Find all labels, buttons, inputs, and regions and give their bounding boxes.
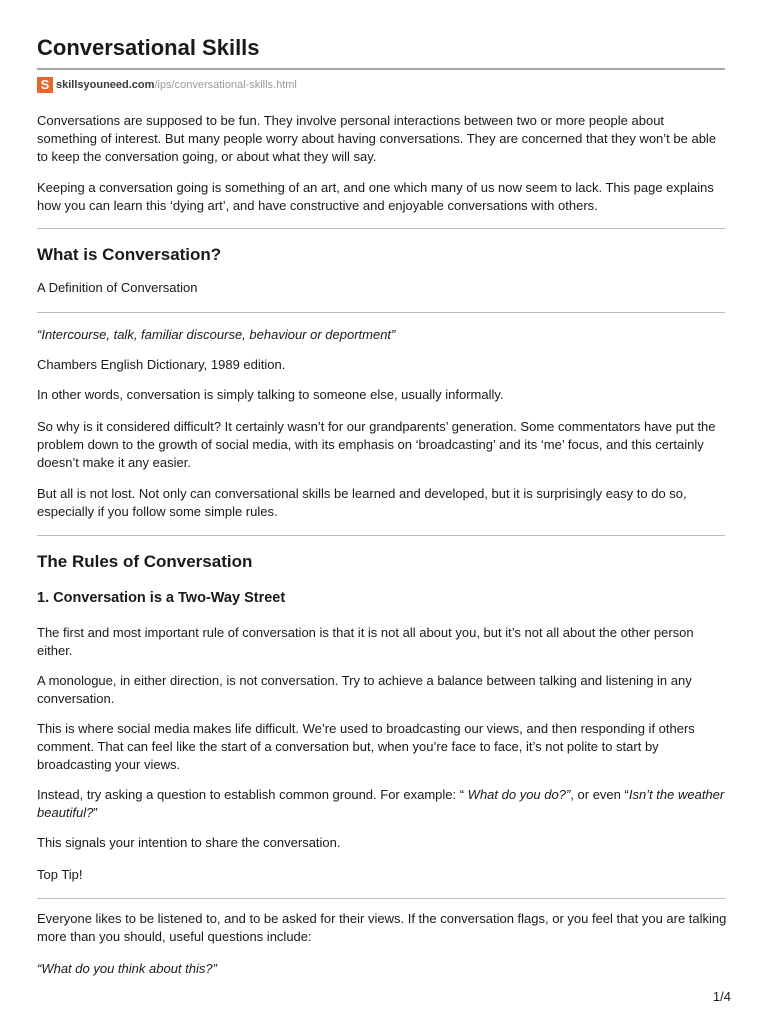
title-divider bbox=[37, 68, 725, 70]
source-path-link[interactable]: /ips/conversational-skills.html bbox=[154, 79, 297, 91]
definition-label: A Definition of Conversation bbox=[37, 280, 198, 295]
section1-paragraph-3: But all is not lost. Not only can conversational skills be learned and developed, but it is surprisingly easy to do so, especially if you follow some simple rules. bbox=[37, 486, 687, 519]
quote-divider bbox=[37, 312, 725, 313]
section-divider bbox=[37, 228, 725, 229]
section1-paragraph-2: So why is it considered difficult? It certainly wasn’t for our grandparents’ generation. Some commentators have put the problem down to the growth of social media, with its emphasis on ‘broadcasting’ and its ‘me’ focus, and this certainly doesn’t make it any easier. bbox=[37, 419, 716, 470]
section-heading-what-is-conversation: What is Conversation? bbox=[37, 245, 222, 264]
page-title: Conversational Skills bbox=[37, 35, 260, 60]
intro-paragraph-1: Conversations are supposed to be fun. They involve personal interactions between two or more people about something of interest. But many people worry about having conversations. They are concerned that they won’t be able to keep the conversation going, or about what they will say. bbox=[37, 113, 717, 164]
section-divider bbox=[37, 535, 725, 536]
instead-text-1: Instead, try asking a question to establish common ground. For example: “ bbox=[37, 787, 468, 802]
tip-paragraph: Everyone likes to be listened to, and to be asked for their views. If the conversation flags, or you feel that you are talking more than you should, useful questions include: bbox=[37, 911, 727, 944]
tip-quote: “What do you think about this?” bbox=[37, 961, 217, 976]
intro-paragraph-2: Keeping a conversation going is something of an art, and one which many of us now seem to lack. This page explains how you can learn this ‘dying art’, and have constructive and enjoyable conversations with others. bbox=[37, 180, 714, 213]
rule-1-heading: 1. Conversation is a Two-Way Street bbox=[37, 590, 286, 606]
rule1-paragraph-instead bbox=[37, 786, 727, 822]
rule1-paragraph-3: This is where social media makes life difficult. We’re used to broadcasting our views, and then responding if others comment. That can feel like the start of a conversation but, when you’re face to face, it’s not polite to start by broadcasting your views. bbox=[37, 721, 695, 772]
definition-quote: “Intercourse, talk, familiar discourse, behaviour or deportment” bbox=[37, 327, 396, 342]
skillsyouneed-logo-icon: S bbox=[37, 77, 53, 93]
tip-divider bbox=[37, 898, 725, 899]
section1-paragraph-1: In other words, conversation is simply talking to someone else, usually informally. bbox=[37, 387, 504, 402]
definition-citation: Chambers English Dictionary, 1989 edition. bbox=[37, 357, 286, 372]
page-number: 1/4 bbox=[712, 989, 731, 1004]
source-domain-link[interactable]: skillsyouneed.com bbox=[56, 79, 155, 91]
rule1-paragraph-2: A monologue, in either direction, is not conversation. Try to achieve a balance between talking and listening in any conversation. bbox=[37, 673, 692, 706]
instead-example-2: Isn’t the weather beautiful? bbox=[37, 787, 725, 820]
top-tip-label: Top Tip! bbox=[37, 867, 83, 882]
rule1-paragraph-1: The first and most important rule of conversation is that it is not all about you, but it’s not all about the other person either. bbox=[37, 625, 694, 658]
instead-text-2: , or even “ bbox=[570, 787, 629, 802]
source-line bbox=[37, 76, 297, 94]
instead-example-1: What do you do?” bbox=[467, 787, 571, 802]
rule1-signals: This signals your intention to share the conversation. bbox=[37, 835, 341, 850]
section-heading-rules-of-conversation: The Rules of Conversation bbox=[37, 552, 253, 571]
instead-text-3: ” bbox=[93, 805, 98, 820]
